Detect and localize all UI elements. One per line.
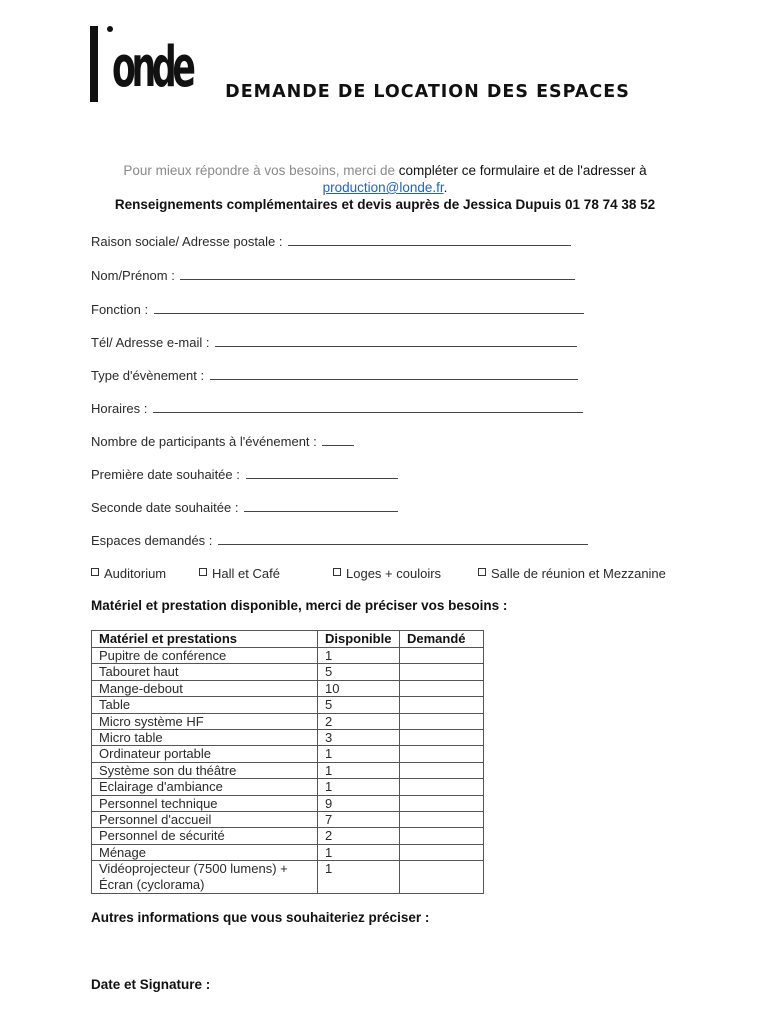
- table-row: [92, 680, 484, 696]
- email-link[interactable]: production@londe.fr: [322, 180, 444, 195]
- item-requested[interactable]: [400, 730, 484, 746]
- field-nom-prenom[interactable]: [91, 268, 575, 283]
- other-info-heading: Autres informations que vous souhaiteriez préciser :: [91, 910, 430, 925]
- item-available: 10: [318, 680, 400, 696]
- checkbox-hall-cafe[interactable]: Hall et Café: [199, 566, 280, 581]
- field-label: Espaces demandés :: [91, 533, 213, 548]
- logo-bar: [90, 26, 98, 102]
- checkbox-square-icon[interactable]: [199, 568, 207, 576]
- page-title: DEMANDE DE LOCATION DES ESPACES: [225, 82, 630, 102]
- checkbox-square-icon[interactable]: [333, 568, 341, 576]
- contact-info: Renseignements complémentaires et devis auprès de Jessica Dupuis 01 78 74 38 52: [114, 197, 656, 212]
- item-requested[interactable]: [400, 664, 484, 680]
- item-name: Micro table: [92, 730, 318, 746]
- item-requested[interactable]: [400, 697, 484, 713]
- item-name: Système son du théâtre: [92, 762, 318, 778]
- item-requested[interactable]: [400, 844, 484, 860]
- item-requested[interactable]: [400, 795, 484, 811]
- item-name: Micro système HF: [92, 713, 318, 729]
- intro: [90, 162, 680, 213]
- field-premiere-date[interactable]: [91, 467, 398, 482]
- field-fonction[interactable]: [91, 302, 584, 317]
- field-participants[interactable]: [91, 434, 354, 449]
- table-row: [92, 713, 484, 729]
- item-requested[interactable]: [400, 779, 484, 795]
- field-label: Fonction :: [91, 302, 149, 317]
- item-requested[interactable]: [400, 746, 484, 762]
- header-materiel: Matériel et prestations: [92, 631, 318, 648]
- item-requested[interactable]: [400, 828, 484, 844]
- fill-line[interactable]: [288, 244, 571, 246]
- item-available: 9: [318, 795, 400, 811]
- item-requested[interactable]: [400, 762, 484, 778]
- item-available: 7: [318, 812, 400, 828]
- item-name: Vidéoprojecteur (7500 lumens) + Écran (cyclorama): [92, 861, 318, 894]
- logo: [90, 20, 192, 104]
- fill-line[interactable]: [322, 444, 354, 446]
- fill-line[interactable]: [210, 378, 578, 380]
- table-row: [92, 664, 484, 680]
- table-row: [92, 648, 484, 664]
- field-label: Horaires :: [91, 401, 148, 416]
- item-requested[interactable]: [400, 861, 484, 894]
- header-demande: Demandé: [400, 631, 484, 648]
- item-available: 1: [318, 861, 400, 894]
- table-row: [92, 779, 484, 795]
- fill-line[interactable]: [153, 411, 583, 413]
- logo-text: onde: [112, 35, 192, 100]
- table-row: [92, 746, 484, 762]
- fill-line[interactable]: [154, 312, 584, 314]
- item-name: Personnel technique: [92, 795, 318, 811]
- item-name: Tabouret haut: [92, 664, 318, 680]
- signature-heading: Date et Signature :: [91, 977, 211, 992]
- item-available: 5: [318, 664, 400, 680]
- checkbox-salle-reunion[interactable]: Salle de réunion et Mezzanine: [478, 566, 666, 581]
- item-name: Personnel d'accueil: [92, 812, 318, 828]
- checkbox-loges-couloirs[interactable]: Loges + couloirs: [333, 566, 441, 581]
- field-label: Seconde date souhaitée :: [91, 500, 239, 515]
- spaces-checkboxes: [91, 566, 691, 584]
- table-row: [92, 812, 484, 828]
- item-requested[interactable]: [400, 648, 484, 664]
- table-row: [92, 730, 484, 746]
- field-label: Type d'évènement :: [91, 368, 205, 383]
- item-available: 1: [318, 648, 400, 664]
- item-requested[interactable]: [400, 680, 484, 696]
- item-name: Ménage: [92, 844, 318, 860]
- checkbox-square-icon[interactable]: [91, 568, 99, 576]
- item-available: 1: [318, 779, 400, 795]
- table-header-row: [92, 631, 484, 648]
- fill-line[interactable]: [215, 345, 577, 347]
- item-name: Mange-debout: [92, 680, 318, 696]
- field-espaces[interactable]: [91, 533, 588, 548]
- item-name: Ordinateur portable: [92, 746, 318, 762]
- fill-line[interactable]: [180, 278, 575, 280]
- item-available: 1: [318, 844, 400, 860]
- field-raison-sociale[interactable]: [91, 234, 571, 249]
- table-row: [92, 828, 484, 844]
- materials-table: [91, 630, 484, 894]
- table-row: [92, 697, 484, 713]
- item-requested[interactable]: [400, 713, 484, 729]
- field-tel-email[interactable]: [91, 335, 577, 350]
- intro-text-1: Pour mieux répondre à vos besoins, merci de: [123, 163, 399, 178]
- item-available: 5: [318, 697, 400, 713]
- intro-period: .: [443, 180, 448, 195]
- field-label: Nom/Prénom :: [91, 268, 175, 283]
- item-name: Personnel de sécurité: [92, 828, 318, 844]
- field-label: Première date souhaitée :: [91, 467, 240, 482]
- item-name: Table: [92, 697, 318, 713]
- checkbox-auditorium[interactable]: Auditorium: [91, 566, 166, 581]
- item-available: 2: [318, 713, 400, 729]
- item-name: Pupitre de conférence: [92, 648, 318, 664]
- item-available: 1: [318, 762, 400, 778]
- header-disponible: Disponible: [318, 631, 400, 648]
- intro-text-2: compléter ce formulaire et de l'adresser à: [398, 163, 647, 178]
- field-seconde-date[interactable]: [91, 500, 398, 515]
- checkbox-square-icon[interactable]: [478, 568, 486, 576]
- field-label: Tél/ Adresse e-mail :: [91, 335, 210, 350]
- item-requested[interactable]: [400, 812, 484, 828]
- table-row: [92, 844, 484, 860]
- materials-heading: Matériel et prestation disponible, merci de préciser vos besoins :: [91, 598, 508, 613]
- item-available: 2: [318, 828, 400, 844]
- table-row: [92, 795, 484, 811]
- item-name: Eclairage d'ambiance: [92, 779, 318, 795]
- fill-line[interactable]: [218, 543, 588, 545]
- fill-line[interactable]: [244, 510, 398, 512]
- item-available: 1: [318, 746, 400, 762]
- field-type-evenement[interactable]: [91, 368, 578, 383]
- item-available: 3: [318, 730, 400, 746]
- field-horaires[interactable]: [91, 401, 583, 416]
- table-row: [92, 861, 484, 894]
- table-row: [92, 762, 484, 778]
- field-label: Nombre de participants à l'événement :: [91, 434, 317, 449]
- fill-line[interactable]: [246, 477, 398, 479]
- field-label: Raison sociale/ Adresse postale :: [91, 234, 283, 249]
